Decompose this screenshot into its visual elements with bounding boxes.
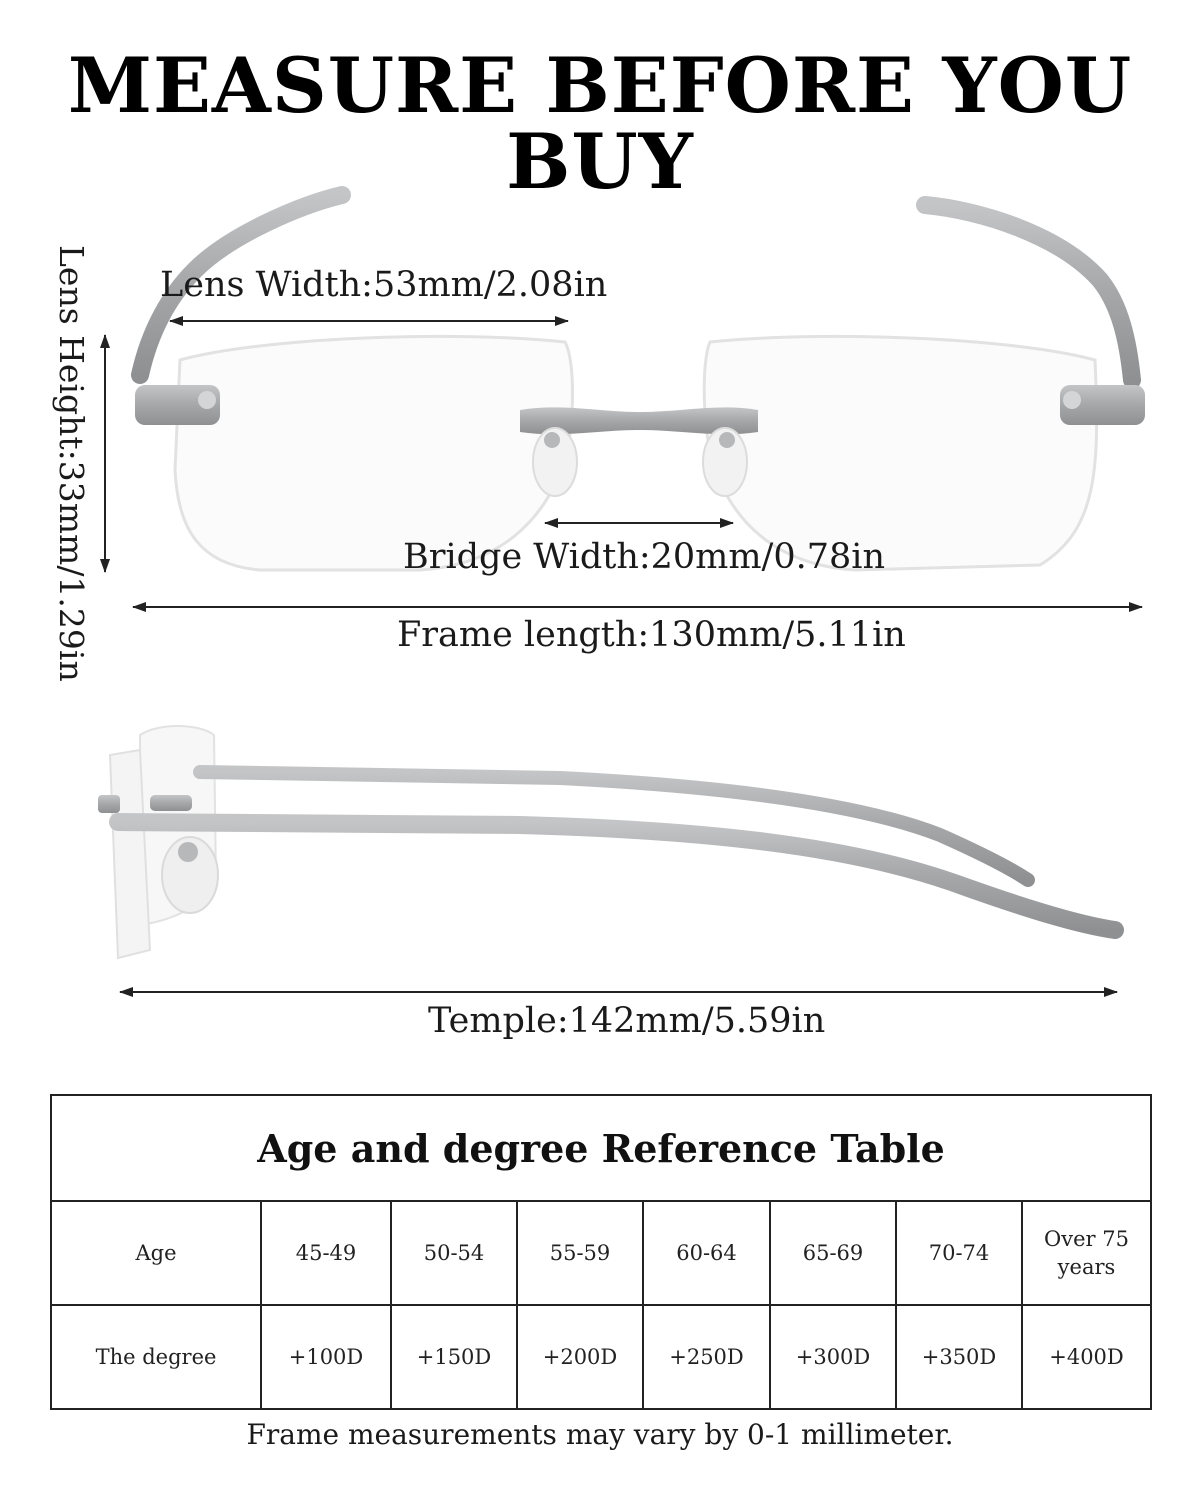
- footnote: Frame measurements may vary by 0-1 millimeter.: [246, 1418, 954, 1451]
- table-cell: 55-59: [516, 1202, 642, 1304]
- table-cell: +350D: [895, 1306, 1021, 1408]
- table-cell: +100D: [260, 1306, 390, 1408]
- table-cell: 45-49: [260, 1202, 390, 1304]
- right-lens: [704, 336, 1096, 570]
- lens-height-label: Lens Height:33mm/1.29in: [52, 245, 91, 682]
- table-cell: +150D: [390, 1306, 516, 1408]
- table-cell: Age: [135, 1241, 177, 1265]
- bridge-width-label: Bridge Width:20mm/0.78in: [403, 537, 886, 577]
- headline: MEASURE BEFORE YOU BUY: [67, 41, 1133, 206]
- table-cell: [1021, 1202, 1150, 1304]
- lens-width-label: Lens Width:53mm/2.08in: [160, 265, 608, 305]
- table-title: Age and degree Reference Table: [52, 1096, 1150, 1202]
- side-view-glasses: [98, 726, 1115, 958]
- table-cell: +250D: [642, 1306, 769, 1408]
- table-row-degree: [52, 1304, 1150, 1408]
- front-view-glasses: [135, 195, 1145, 570]
- side-temple-front: [118, 822, 1115, 930]
- table-cell: +400D: [1021, 1306, 1150, 1408]
- table-cell: +200D: [516, 1306, 642, 1408]
- table-cell: 65-69: [769, 1202, 895, 1304]
- table-cell: The degree: [95, 1345, 217, 1369]
- frame-length-label: Frame length:130mm/5.11in: [397, 615, 906, 655]
- table-cell: 50-54: [390, 1202, 516, 1304]
- table-row-age: [52, 1202, 1150, 1304]
- table-cell-text: Over 75 years: [1044, 1226, 1129, 1279]
- table-cell: 70-74: [895, 1202, 1021, 1304]
- left-lens: [175, 336, 573, 570]
- temple-length-label: Temple:142mm/5.59in: [428, 1001, 826, 1041]
- table-cell: 60-64: [642, 1202, 769, 1304]
- age-degree-table: [50, 1094, 1152, 1410]
- table-cell: +300D: [769, 1306, 895, 1408]
